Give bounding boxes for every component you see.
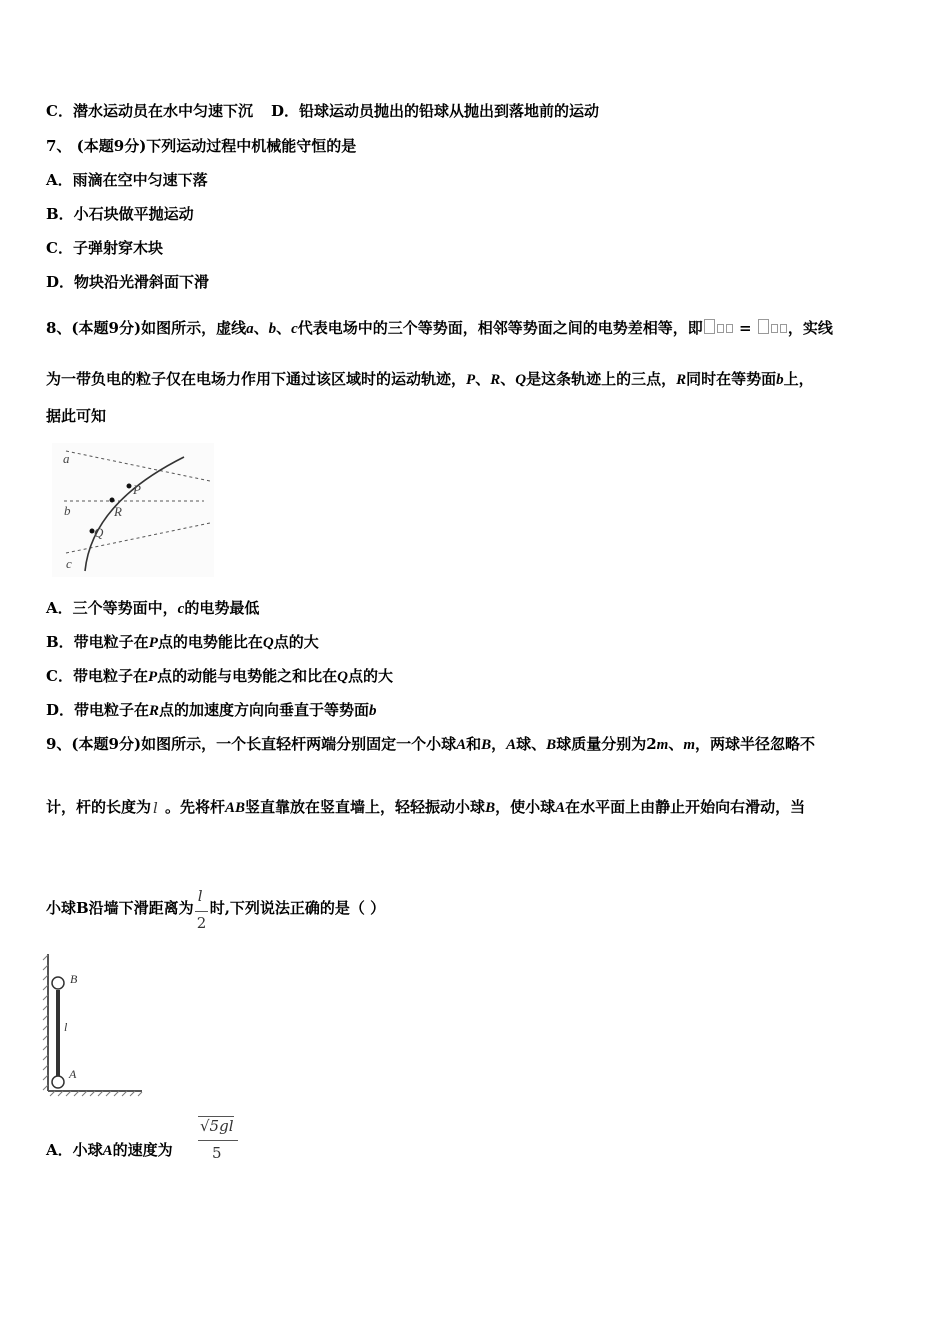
figure-background — [52, 443, 214, 577]
point-p-dot — [127, 484, 132, 489]
missing-glyph-icon — [726, 324, 733, 333]
fraction-denominator: 2 — [196, 914, 207, 932]
missing-glyph-icon — [704, 319, 715, 334]
q7-option-b: B．小石块做平抛运动 — [46, 205, 194, 223]
q9-option-a-fraction — [196, 1116, 242, 1166]
q6-option-c: C．潜水运动员在水中匀速下沉 — [46, 102, 253, 120]
q9-stem-line3: 小球B沿墙下滑距离为 $\frac{l}{2}$ 时,下列说法正确的是（ ） — [46, 887, 386, 932]
label-a: a — [63, 451, 70, 466]
missing-glyph-icon — [758, 319, 769, 334]
label-b: b — [64, 503, 71, 518]
missing-glyph-icon — [717, 324, 724, 333]
label-r: R — [114, 504, 122, 519]
fraction-denominator: 5 — [212, 1144, 222, 1162]
q8-equipotential-figure — [52, 443, 214, 577]
q9-stem-line2: 计，杆的长度为 l 。先将杆AB竖直靠放在竖直墙上，轻轻振动小球B，使小球A在水平面上由静止开始向右滑动，当 — [46, 798, 806, 817]
q8-stem-line2: 为一带负电的粒子仅在电场力作用下通过该区域时的运动轨迹，P、R、Q是这条轨迹上的三点，R同时在等势面b上， — [46, 370, 814, 388]
fraction-numerator: √5gl — [200, 1117, 234, 1135]
q8-option-c: C．带电粒子在P点的动能与电势能之和比在Q点的大 — [46, 667, 393, 685]
q6-options-cd — [46, 101, 599, 121]
q8-stem-line3: 据此可知 — [46, 407, 107, 425]
label-a: A — [69, 1067, 77, 1081]
q7-stem: 7、 (本题9分)下列运动过程中机械能守恒的是 — [46, 137, 357, 155]
fraction-bar — [198, 1140, 238, 1141]
label-p: P — [133, 482, 141, 497]
missing-glyph-icon — [771, 324, 778, 333]
missing-glyph-icon — [780, 324, 787, 333]
q8-option-b: B．带电粒子在P点的电势能比在Q点的大 — [46, 633, 319, 651]
q7-option-a: A．雨滴在空中匀速下落 — [46, 171, 208, 189]
q7-option-d: D．物块沿光滑斜面下滑 — [46, 273, 210, 291]
label-b: B — [70, 972, 78, 986]
point-r-dot — [110, 498, 115, 503]
label-l: l — [64, 1020, 68, 1034]
q9-stem-line1: 9、(本题9分)如图所示，一个长直轻杆两端分别固定一个小球A和B，A球、B球质量分别为2m、m，两球半径忽略不 — [46, 735, 816, 753]
q8-stem-line1: 8、(本题9分)如图所示，虚线a、b、c代表电场中的三个等势面，相邻等势面之间的电势差相等，即 = ，实线 — [46, 319, 833, 337]
fraction-bar — [195, 911, 208, 912]
q8-option-a: A．三个等势面中，c的电势最低 — [46, 599, 260, 617]
q8-option-d: D．带电粒子在R点的加速度方向向垂直于等势面b — [46, 701, 377, 719]
label-c: c — [66, 556, 72, 571]
ball-a — [52, 1076, 64, 1088]
q9-option-a: A．小球A的速度为 — [46, 1141, 173, 1159]
rod-length-symbol: l — [153, 799, 158, 817]
ball-b — [52, 977, 64, 989]
q9-rod-wall-figure — [42, 950, 146, 1098]
q6-option-d: D．铅球运动员抛出的铅球从抛出到落地前的运动 — [270, 102, 599, 120]
q7-option-c: C．子弹射穿木块 — [46, 239, 163, 257]
label-q: Q — [94, 525, 104, 540]
fraction-numerator: l — [197, 887, 203, 905]
